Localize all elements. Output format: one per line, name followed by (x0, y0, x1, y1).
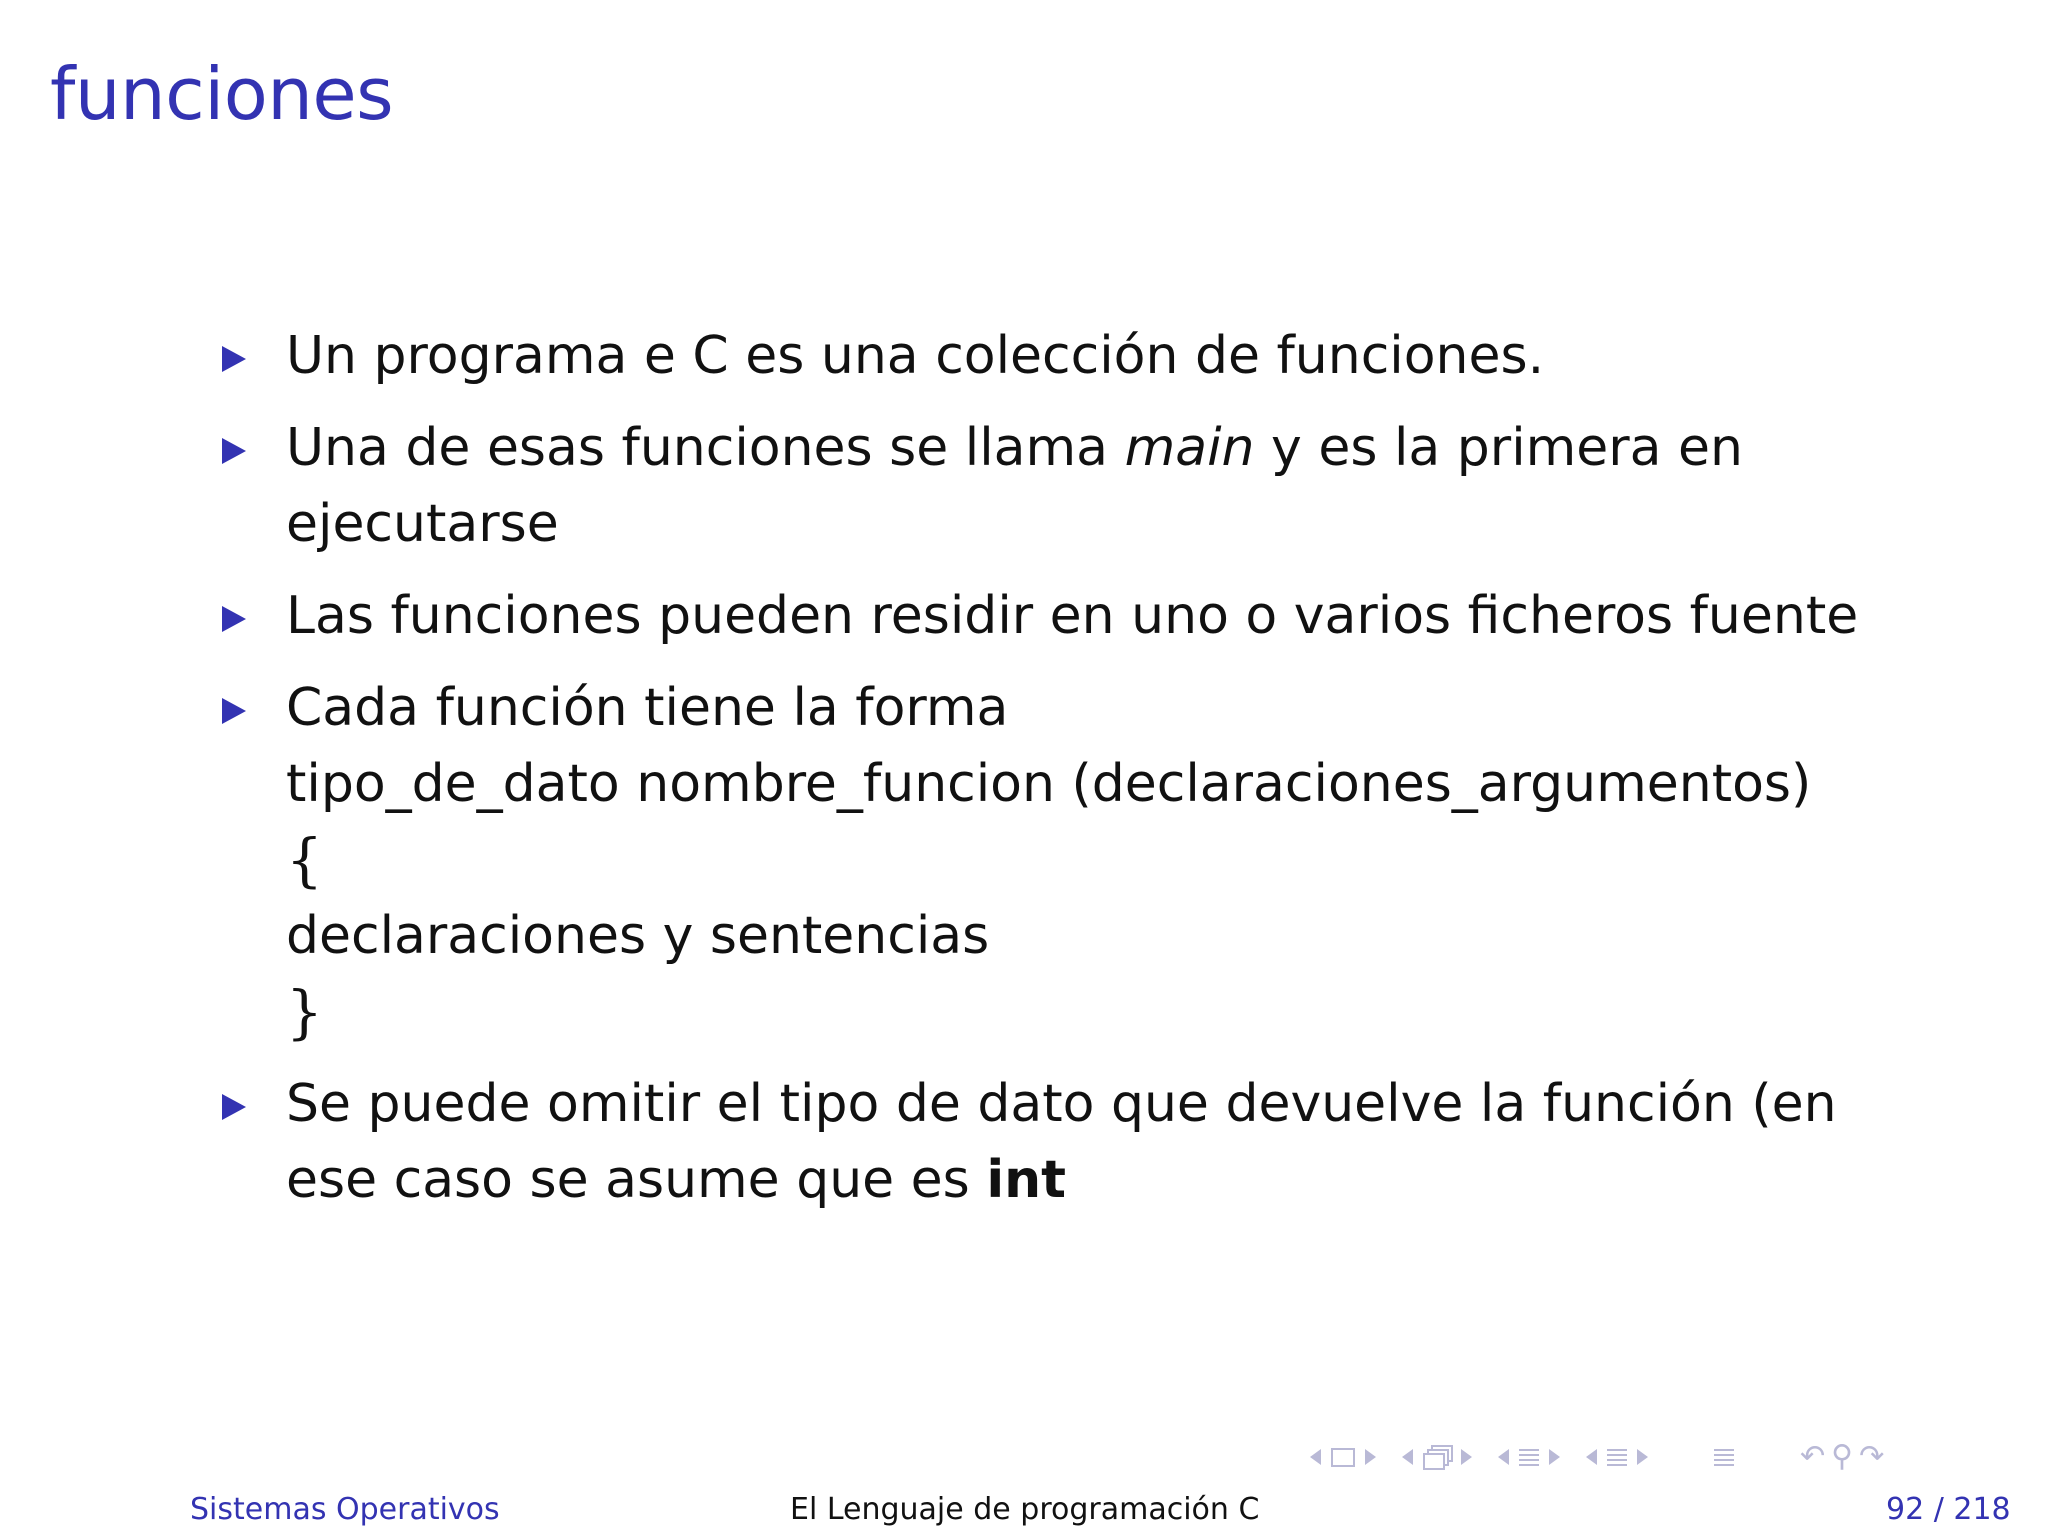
emphasis-main: main (1124, 418, 1255, 478)
bullet-text: Un programa e C es una colección de funciones. (286, 326, 1545, 386)
presentation-nav (1586, 1449, 1648, 1466)
bullet-item-1 (220, 318, 1840, 394)
close-brace: } (286, 978, 323, 1046)
forward-icon[interactable]: ↷ (1859, 1439, 1885, 1474)
function-body: declaraciones y sentencias (286, 906, 990, 966)
bullet-line (286, 410, 1840, 486)
footer-topic: El Lenguaje de programación C (790, 1492, 1260, 1527)
section-next-icon[interactable] (1549, 1449, 1560, 1465)
bullet-item-3 (220, 578, 1859, 654)
bullet-item-5 (220, 1066, 1840, 1218)
emphasis-int: int (986, 1150, 1067, 1210)
triangle-bullet-icon (222, 346, 246, 372)
bullet-text: Cada función tiene la forma (286, 678, 1009, 738)
section-prev-icon[interactable] (1498, 1449, 1509, 1465)
search-icon[interactable]: ⚲ (1831, 1439, 1854, 1474)
bullet-text: ese caso se asume que es (286, 1150, 987, 1210)
align-nav (1714, 1449, 1734, 1466)
triangle-bullet-icon (222, 1094, 246, 1120)
subsection-prev-icon[interactable] (1402, 1449, 1413, 1465)
slide-title: funciones (50, 52, 394, 136)
bullet-text: Las funciones pueden residir en uno o varios ficheros fuente (286, 586, 1859, 646)
subsection-icon[interactable] (1423, 1445, 1451, 1469)
subsection-nav (1402, 1445, 1472, 1469)
frame-icon[interactable] (1331, 1448, 1355, 1467)
beamer-navigation (1310, 1439, 1900, 1474)
page-number: 92 / 218 (1886, 1492, 2011, 1527)
frame-next-icon[interactable] (1365, 1449, 1376, 1465)
section-nav (1498, 1449, 1560, 1466)
frame-prev-icon[interactable] (1310, 1449, 1321, 1465)
bullet-item-4 (220, 670, 1840, 1050)
section-icon[interactable] (1519, 1449, 1539, 1466)
triangle-bullet-icon (222, 438, 246, 464)
function-signature: tipo_de_dato nombre_funcion (declaraciones_argumentos) (286, 754, 1812, 814)
presentation-prev-icon[interactable] (1586, 1449, 1597, 1465)
presentation-icon[interactable] (1607, 1449, 1627, 1466)
history-nav (1800, 1439, 1885, 1474)
back-icon[interactable]: ↶ (1800, 1439, 1826, 1474)
bullet-text: Se puede omitir el tipo de dato que devuelve la función (en (286, 1074, 1837, 1134)
presentation-next-icon[interactable] (1637, 1449, 1648, 1465)
bullet-text: Una de esas funciones se llama (286, 418, 1125, 478)
bullet-continuation: ejecutarse (286, 494, 559, 554)
bullet-item-2 (220, 410, 1840, 562)
bullet-list (220, 318, 1859, 1234)
open-brace: { (286, 826, 323, 894)
bullet-line (286, 1142, 1840, 1218)
frame-nav (1310, 1448, 1376, 1467)
bullet-text: y es la primera en (1254, 418, 1744, 478)
footer-course: Sistemas Operativos (190, 1492, 500, 1527)
triangle-bullet-icon (222, 698, 246, 724)
align-icon[interactable] (1714, 1449, 1734, 1466)
triangle-bullet-icon (222, 606, 246, 632)
subsection-next-icon[interactable] (1461, 1449, 1472, 1465)
